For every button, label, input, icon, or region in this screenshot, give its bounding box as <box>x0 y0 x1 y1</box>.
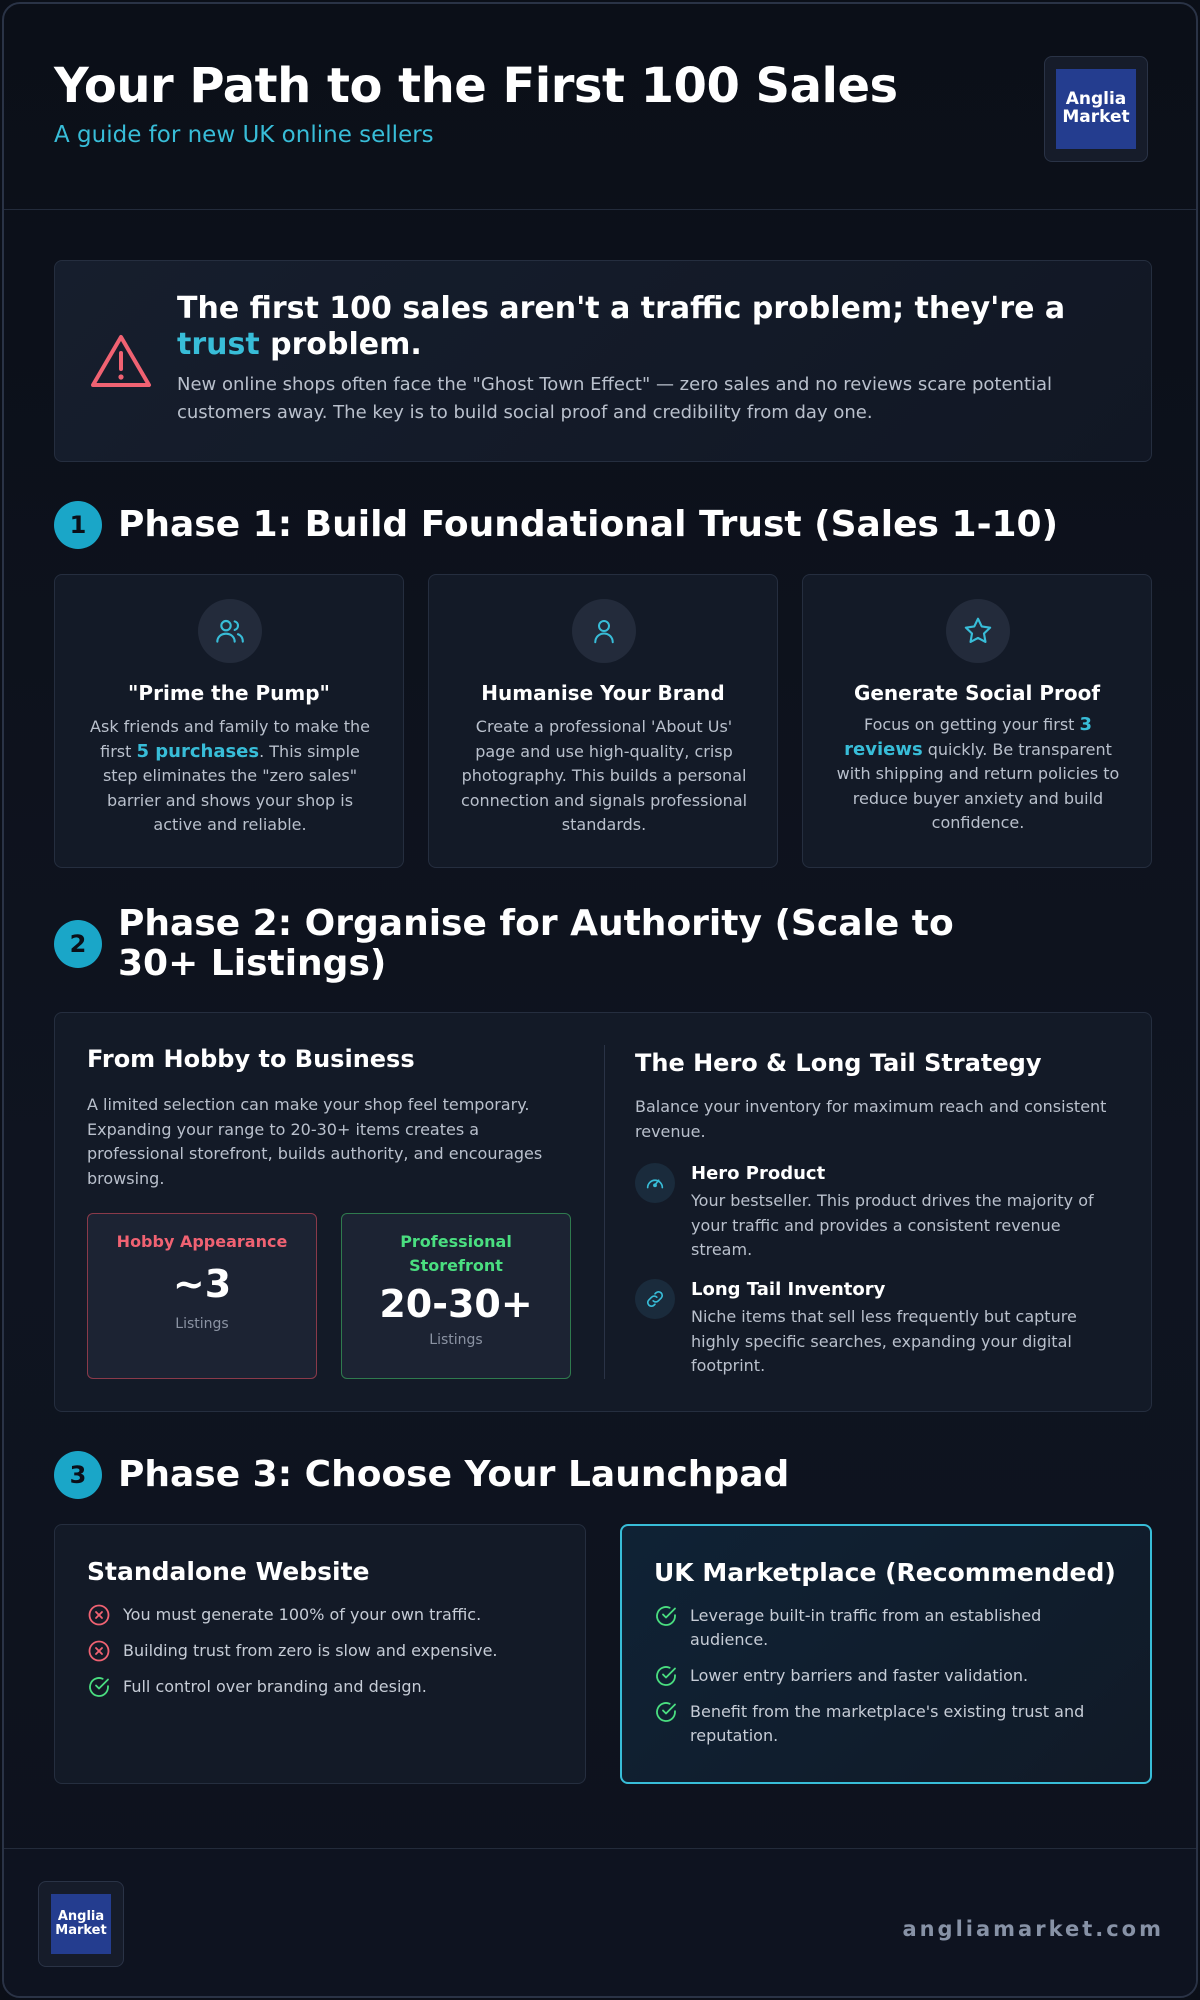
infographic-frame <box>2 2 1198 1998</box>
phase2-badge: 2 <box>54 920 102 968</box>
list-item: Lower entry barriers and faster validation. <box>654 1664 1124 1688</box>
phase1-card-prime <box>54 574 404 868</box>
phase1-badge: 1 <box>54 501 102 549</box>
hero-product-desc: Your bestseller. This product drives the majority of your traffic and provides a consistent revenue stream. <box>691 1191 1094 1259</box>
long-tail-desc: Niche items that sell less frequently but capture highly specific searches, expanding your digital footprint. <box>691 1307 1077 1375</box>
list-item: Benefit from the marketplace's existing trust and reputation. <box>654 1700 1124 1748</box>
logo-text-line1: Anglia <box>57 1909 105 1925</box>
page-subtitle: A guide for new UK online sellers <box>54 122 434 148</box>
phase3-title: Phase 3: Choose Your Launchpad <box>118 1454 790 1495</box>
users-icon <box>198 599 262 663</box>
list-item: Building trust from zero is slow and expensive. <box>87 1639 557 1663</box>
link-icon <box>635 1279 675 1319</box>
trust-body: New online shops often face the "Ghost Town Effect" — zero sales and no reviews scare potential customers away. The key is to build social proof and credibility from day one. <box>177 374 1053 423</box>
long-tail-title: Long Tail Inventory <box>691 1279 886 1300</box>
site-url[interactable]: angliamarket.com <box>902 1917 1164 1941</box>
card-title: "Prime the Pump" <box>128 681 330 705</box>
footer-logo <box>38 1881 124 1967</box>
phase1-header <box>54 501 1058 549</box>
card-body: Focus on getting your first 3 reviews quickly. Be transparent with shipping and return policies to reduce buyer anxiety and build confidence. <box>836 714 1120 832</box>
pro-stat-value: 20-30+ <box>379 1282 533 1326</box>
pro-stat-box <box>341 1213 571 1379</box>
list-item: You must generate 100% of your own traffic. <box>87 1603 557 1627</box>
marketplace-list <box>654 1604 1124 1760</box>
phase1-title: Phase 1: Build Foundational Trust (Sales 1-10) <box>118 504 1059 545</box>
phase2-title: Phase 2: Organise for Authority (Scale to 30+ Listings) <box>118 903 954 984</box>
trust-callout <box>54 260 1152 462</box>
hobby-stat-label: Hobby Appearance <box>116 1232 288 1251</box>
logo-text-line2: Market <box>1062 107 1130 127</box>
standalone-title: Standalone Website <box>87 1557 370 1586</box>
warning-icon <box>89 331 153 391</box>
hero-product-title: Hero Product <box>691 1163 826 1184</box>
phase1-card-humanise <box>428 574 778 868</box>
logo-text-line1: Anglia <box>1065 89 1127 110</box>
standalone-list <box>87 1603 557 1711</box>
phase2-card <box>54 1012 1152 1412</box>
card-body: Ask friends and family to make the first 5 purchases. This simple step eliminates the "zero sales" barrier and shows your shop is active and reliable. <box>90 717 370 834</box>
card-title: Humanise Your Brand <box>481 681 725 705</box>
hobby-stat-unit: Listings <box>175 1316 229 1332</box>
brand-logo <box>1044 56 1148 162</box>
pro-stat-label: Professional Storefront <box>400 1232 512 1275</box>
gauge-icon <box>635 1163 675 1203</box>
marketplace-title: UK Marketplace (Recommended) <box>654 1558 1116 1587</box>
page-title: Your Path to the First 100 Sales <box>54 58 898 114</box>
hero-strategy-title: The Hero & Long Tail Strategy <box>635 1049 1042 1077</box>
user-icon <box>572 599 636 663</box>
check-circle-icon <box>654 1664 678 1688</box>
logo-text-line2: Market <box>55 1923 107 1938</box>
hobby-business-body: A limited selection can make your shop feel temporary. Expanding your range to 20-30+ items creates a professional storefront, builds authority, and encourages browsing. <box>87 1095 543 1188</box>
list-item: Full control over branding and design. <box>87 1675 557 1699</box>
list-item: Leverage built-in traffic from an established audience. <box>654 1604 1124 1652</box>
card-title: Generate Social Proof <box>853 681 1101 705</box>
hobby-business-title: From Hobby to Business <box>87 1045 415 1073</box>
trust-highlight: trust <box>177 327 260 362</box>
phase3-header <box>54 1451 789 1499</box>
divider <box>604 1045 605 1379</box>
phase3-badge: 3 <box>54 1451 102 1499</box>
hobby-stat-value: ~3 <box>172 1262 232 1306</box>
hobby-stat-box <box>87 1213 317 1379</box>
x-circle-icon <box>87 1639 111 1663</box>
trust-headline: The first 100 sales aren't a traffic problem; they're a trust problem. <box>177 291 1066 362</box>
phase2-header <box>54 904 1018 984</box>
check-circle-icon <box>654 1700 678 1724</box>
phase1-card-social-proof <box>802 574 1152 868</box>
card-highlight: 5 purchases <box>136 740 260 762</box>
hero-strategy-body: Balance your inventory for maximum reach and consistent revenue. <box>635 1097 1107 1141</box>
standalone-website-card <box>54 1524 586 1784</box>
uk-marketplace-card <box>620 1524 1152 1784</box>
header <box>4 4 1196 210</box>
card-body: Create a professional 'About Us' page and use high-quality, crisp photography. This builds a personal connection and signals professional standards. <box>460 717 748 834</box>
star-icon <box>946 599 1010 663</box>
footer <box>4 1848 1196 1998</box>
x-circle-icon <box>87 1603 111 1627</box>
pro-stat-unit: Listings <box>429 1332 483 1348</box>
card-highlight: 3 reviews <box>844 714 1093 760</box>
check-circle-icon <box>654 1604 678 1628</box>
check-circle-icon <box>87 1675 111 1699</box>
